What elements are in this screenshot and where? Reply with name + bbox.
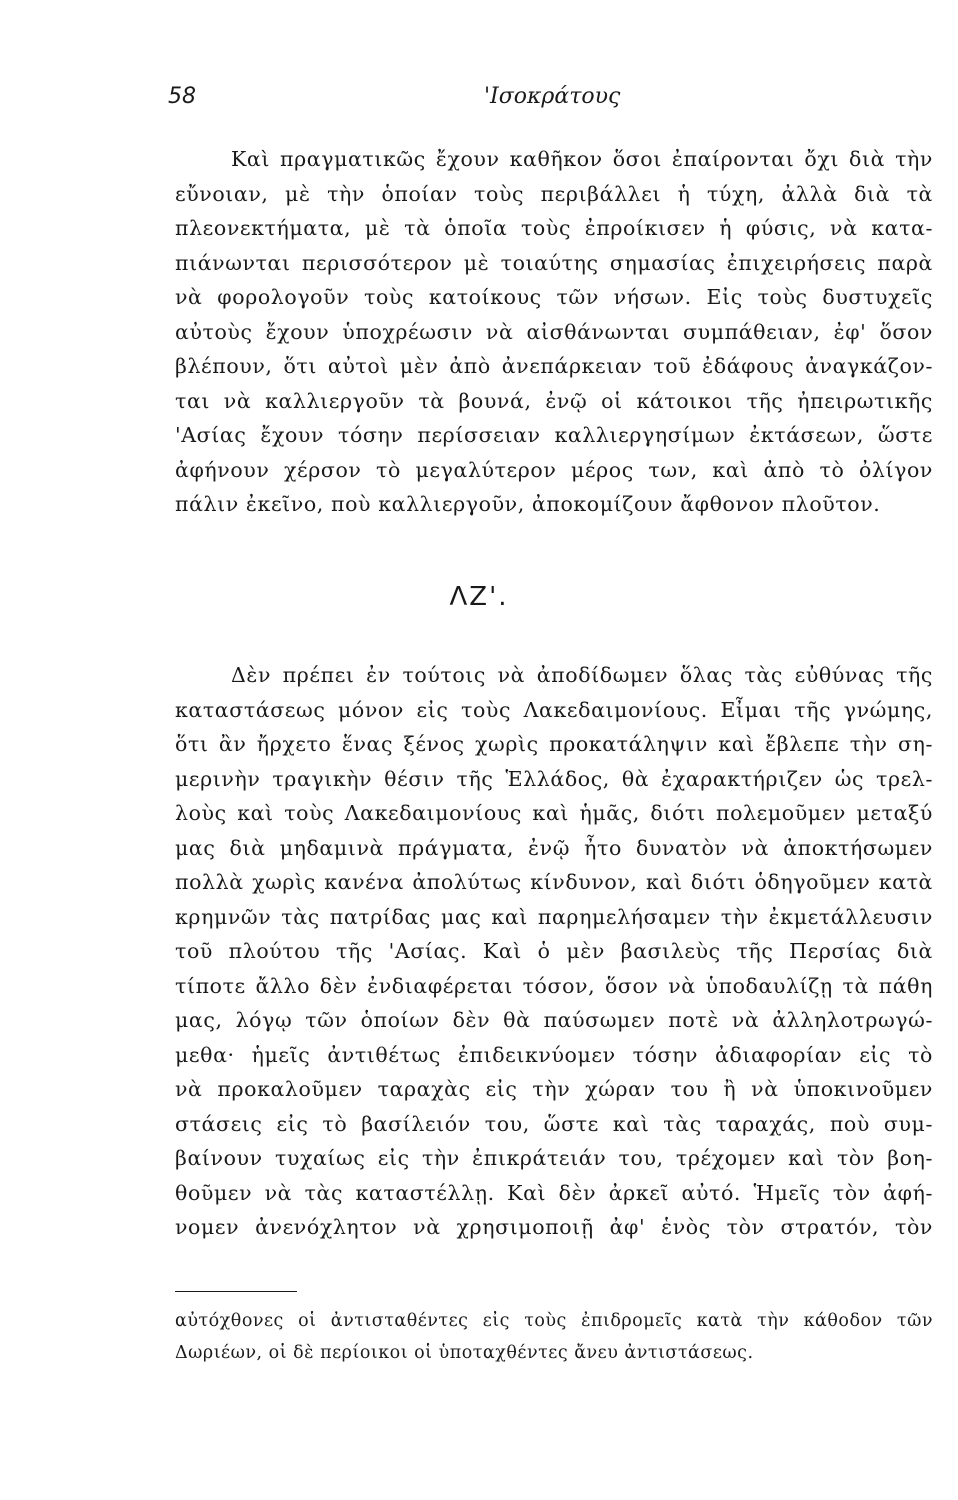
text-line: εὔνοιαν, μὲ τὴν ὁποίαν τοὺς περιβάλλει ἡ τύχη, ἀλλὰ διὰ τὰ (175, 181, 933, 206)
section-heading: ΛΖ'. (449, 582, 509, 612)
text-line: ται νὰ καλλιεργοῦν τὰ βουνά, ἐνῷ οἱ κάτοικοι τῆς ἠπειρωτικῆς (175, 388, 933, 413)
text-line: πλεονεκτήματα, μὲ τὰ ὁποῖα τοὺς ἐπροίκισεν ἡ φύσις, νὰ κατα- (175, 216, 933, 240)
footnote (175, 1305, 933, 1369)
footnote-line: αὐτόχθονες οἱ ἀντισταθέντες εἰς τοὺς ἐπιδρομεῖς κατὰ τὴν κάθοδον τῶν (175, 1311, 933, 1331)
paragraph-section-b (175, 658, 933, 1245)
text-line: νομεν ἀνενόχλητον νὰ χρησιμοποιῇ ἀφ' ἑνὸς τὸν στρατόν, τὸν (175, 1215, 933, 1239)
paragraph-section-a (175, 142, 933, 522)
text-line: βαίνουν τυχαίως εἰς τὴν ἐπικράτειάν του, τρέχομεν καὶ τὸν βοη- (175, 1146, 933, 1170)
page-number: 58 (168, 84, 196, 109)
text-line: αὐτοὺς ἔχουν ὑποχρέωσιν νὰ αἰσθάνωνται συμπάθειαν, ἐφ' ὅσον (175, 319, 933, 344)
text-line: βλέπουν, ὅτι αὐτοὶ μὲν ἀπὸ ἀνεπάρκειαν τοῦ ἐδάφους ἀναγκάζον- (175, 354, 933, 378)
text-line: νὰ προκαλοῦμεν ταραχὰς εἰς τὴν χώραν του ἢ νὰ ὑποκινοῦμεν (175, 1077, 933, 1101)
running-title: 'Ισοκράτους (484, 84, 621, 109)
text-line: 'Ασίας ἔχουν τόσην περίσσειαν καλλιεργησίμων ἐκτάσεων, ὥστε (175, 423, 933, 447)
text-line: καταστάσεως μόνον εἰς τοὺς Λακεδαιμονίους. Εἶμαι τῆς γνώμης, (175, 697, 933, 722)
text-line: μεθα· ἡμεῖς ἀντιθέτως ἐπιδεικνύομεν τόσην ἀδιαφορίαν εἰς τὸ (175, 1042, 933, 1067)
text-line: Δὲν πρέπει ἐν τούτοις νὰ ἀποδίδωμεν ὅλας τὰς εὐθύνας τῆς (231, 663, 933, 687)
text-line: μας διὰ μηδαμινὰ πράγματα, ἐνῷ ἦτο δυνατὸν νὰ ἀποκτήσωμεν (175, 835, 933, 860)
footnote-line: Δωριέων, οἱ δὲ περίοικοι οἱ ὑποταχθέντες ἄνευ ἀντιστάσεως. (175, 1343, 754, 1363)
text-line: νὰ φορολογοῦν τοὺς κατοίκους τῶν νήσων. Εἰς τοὺς δυστυχεῖς (175, 285, 933, 309)
text-line: πιάνωνται περισσότερον μὲ τοιαύτης σημασίας ἐπιχειρήσεις παρὰ (175, 250, 933, 275)
text-line: μας, λόγῳ τῶν ὁποίων δὲν θὰ παύσωμεν ποτὲ νὰ ἀλληλοτρωγώ- (175, 1008, 933, 1032)
text-line: τίποτε ἄλλο δὲν ἐνδιαφέρεται τόσον, ὅσον νὰ ὑποδαυλίζῃ τὰ πάθη (175, 973, 933, 998)
text-line: ἀφήνουν χέρσον τὸ μεγαλύτερον μέρος των, καὶ ἀπὸ τὸ ὀλίγον (175, 457, 933, 482)
text-line: μερινὴν τραγικὴν θέσιν τῆς Ἑλλάδος, θὰ ἐχαρακτήριζεν ὡς τρελ- (175, 766, 933, 791)
text-line: τοῦ πλούτου τῆς 'Ασίας. Καὶ ὁ μὲν βασιλεὺς τῆς Περσίας διὰ (175, 939, 933, 963)
text-line: Καὶ πραγματικῶς ἔχουν καθῆκον ὅσοι ἐπαίρονται ὄχι διὰ τὴν (231, 147, 933, 171)
text-line: θοῦμεν νὰ τὰς καταστέλλῃ. Καὶ δὲν ἀρκεῖ αὐτό. Ἡμεῖς τὸν ἀφή- (175, 1180, 933, 1205)
text-line: πολλὰ χωρὶς κανένα ἀπολύτως κίνδυνον, καὶ διότι ὁδηγοῦμεν κατὰ (175, 870, 933, 894)
footnote-rule (175, 1291, 297, 1292)
text-line: πάλιν ἐκεῖνο, ποὺ καλλιεργοῦν, ἀποκομίζουν ἄφθονον πλοῦτον. (175, 492, 881, 516)
text-line: κρημνῶν τὰς πατρίδας μας καὶ παρημελήσαμεν τὴν ἐκμετάλλευσιν (175, 904, 933, 929)
text-line: λοὺς καὶ τοὺς Λακεδαιμονίους καὶ ἡμᾶς, διότι πολεμοῦμεν μεταξύ (175, 801, 933, 825)
text-line: στάσεις εἰς τὸ βασίλειόν του, ὥστε καὶ τὰς ταραχάς, ποὺ συμ- (175, 1111, 933, 1136)
text-line: ὅτι ἂν ἤρχετο ἕνας ξένος χωρὶς προκατάληψιν καὶ ἔβλεπε τὴν ση- (175, 732, 933, 756)
